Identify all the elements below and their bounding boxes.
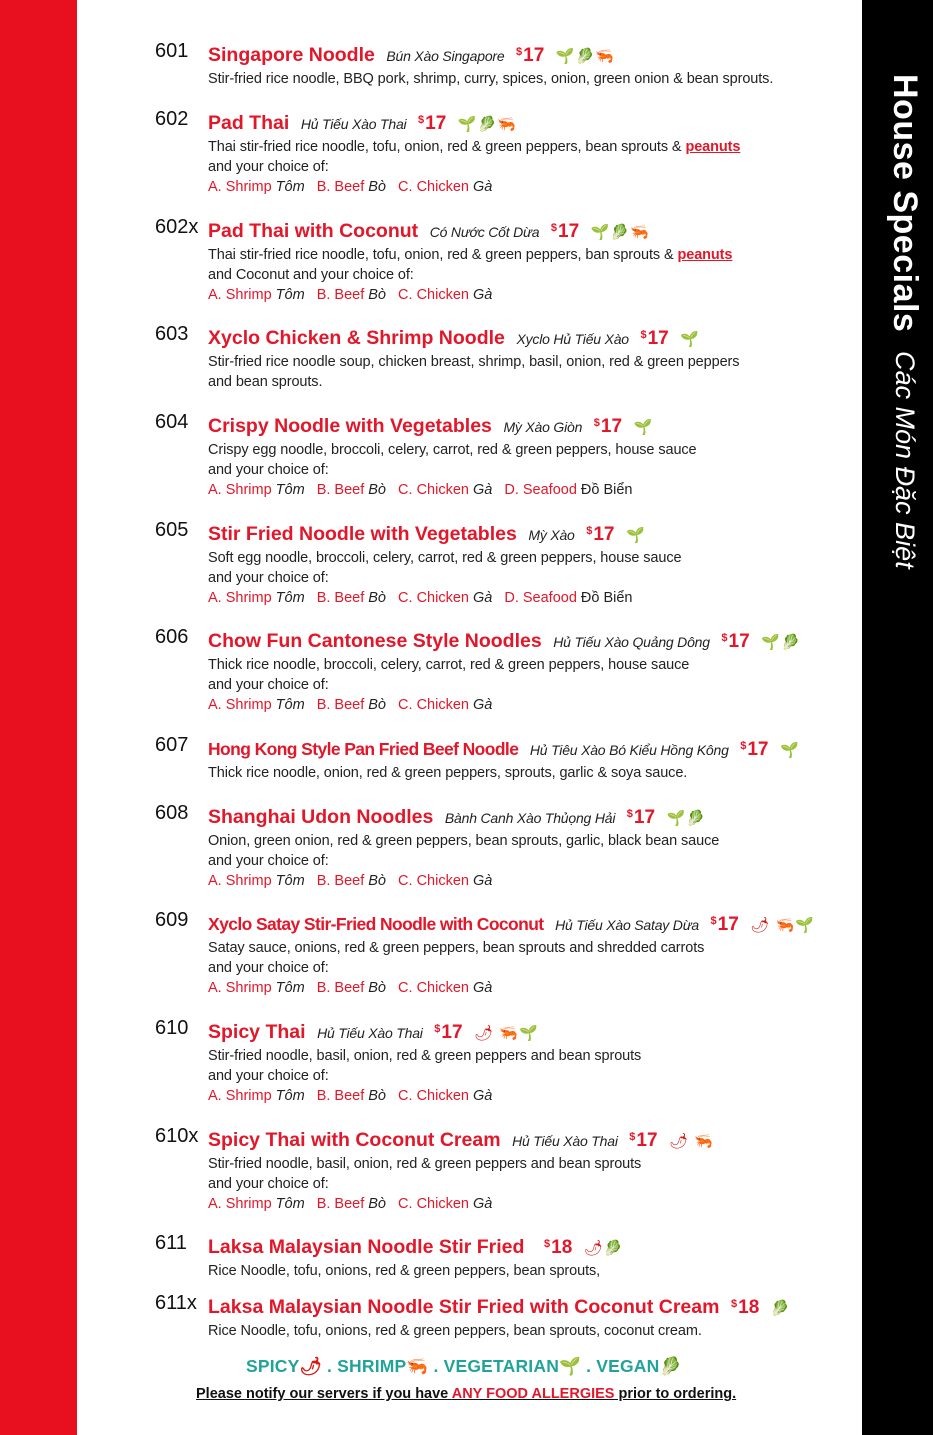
item-number: 602x xyxy=(155,216,199,238)
section-title-english: House Specials xyxy=(886,74,924,333)
legend-vegetarian: . VEGETARIAN xyxy=(433,1356,560,1376)
item-description: Thai stir-fried rice noodle, tofu, onion, red & green peppers, ban sprouts & peanuts xyxy=(208,247,733,263)
leaf-icon: 🥬 xyxy=(686,810,706,827)
item-name-vietnamese: Xyclo Hủ Tiếu Xào xyxy=(516,331,629,347)
item-price: $18 xyxy=(544,1237,573,1258)
item-number: 610x xyxy=(155,1125,199,1147)
chili-pepper-icon: 🌶 xyxy=(583,1240,604,1257)
item-number: 601 xyxy=(155,40,189,62)
chili-pepper-icon: 🌶 xyxy=(474,1025,495,1042)
item-description: Satay sauce, onions, red & green peppers, bean sprouts and shredded carrots xyxy=(208,940,705,956)
item-name: Singapore Noodle xyxy=(208,44,375,66)
item-name: Laksa Malaysian Noodle Stir Fried xyxy=(208,1236,525,1258)
leaf-icon: 🥬 xyxy=(770,1300,791,1317)
protein-choices: A. Shrimp Tôm B. Beef Bò C. Chicken Gà xyxy=(208,287,493,303)
item-name: Hong Kong Style Pan Fried Beef Noodle xyxy=(208,739,519,759)
chili-pepper-icon: 🌶 xyxy=(750,917,771,934)
item-name-vietnamese: Hủ Tiếu Xào Thai xyxy=(300,116,407,132)
item-description-line2: and bean sprouts. xyxy=(208,374,323,390)
item-number: 611x xyxy=(155,1292,197,1314)
protein-choices: A. Shrimp Tôm B. Beef Bò C. Chicken Gà xyxy=(208,179,493,195)
item-description: Rice Noodle, tofu, onions, red & green peppers, bean sprouts, coconut cream. xyxy=(208,1323,702,1339)
item-description-line2: and your choice of: xyxy=(208,853,329,869)
item-name: Pad Thai with Coconut xyxy=(208,220,419,242)
shrimp-icon: 🦐 xyxy=(775,917,796,934)
shrimp-icon: 🦐 xyxy=(497,116,517,133)
leaf-icon: 🥬 xyxy=(780,634,801,651)
sprout-icon: 🌱 xyxy=(457,116,478,133)
item-name: Stir Fried Noodle with Vegetables xyxy=(208,523,517,545)
item-price: $17 xyxy=(516,45,545,66)
protein-choices: A. Shrimp Tôm B. Beef Bò C. Chicken Gà xyxy=(208,980,493,996)
shrimp-icon: 🦐 xyxy=(595,48,615,65)
item-name: Spicy Thai with Coconut Cream xyxy=(208,1129,501,1151)
item-price: $17 xyxy=(593,416,623,437)
item-price: $17 xyxy=(629,1130,658,1151)
item-description-line2: and your choice of: xyxy=(208,462,329,478)
item-name: Crispy Noodle with Vegetables xyxy=(208,415,492,437)
item-name: Xyclo Chicken & Shrimp Noodle xyxy=(208,327,505,349)
left-red-bar xyxy=(0,0,77,1435)
shrimp-icon: 🦐 xyxy=(499,1025,520,1042)
item-price: $17 xyxy=(640,328,669,349)
item-description-line2: and your choice of: xyxy=(208,159,329,175)
sprout-icon: 🌱 xyxy=(559,1356,582,1376)
sprout-icon: 🌱 xyxy=(680,331,700,348)
protein-choices: A. Shrimp Tôm B. Beef Bò C. Chicken Gà D. Seafood Đồ Biển xyxy=(208,590,633,606)
leaf-icon: 🥬 xyxy=(603,1240,624,1257)
item-price: $17 xyxy=(740,739,769,760)
item-description: Rice Noodle, tofu, onions, red & green peppers, bean sprouts, xyxy=(208,1263,601,1279)
sprout-icon: 🌱 xyxy=(519,1025,539,1042)
shrimp-icon: 🦐 xyxy=(406,1356,429,1376)
item-number: 609 xyxy=(155,909,189,931)
item-name-vietnamese: Hủ Tiếu Xào Quảng Dông xyxy=(553,634,710,650)
item-name-vietnamese: Hủ Tiếu Xào Satay Dừa xyxy=(555,917,699,933)
sprout-icon: 🌱 xyxy=(626,527,646,544)
item-name-vietnamese: Hủ Tiêu Xào Bó Kiểu Hồng Kông xyxy=(529,742,729,758)
legend-spicy: SPICY xyxy=(246,1356,300,1376)
leaf-icon: 🥬 xyxy=(610,224,631,241)
leaf-icon: 🥬 xyxy=(477,116,498,133)
item-price: $18 xyxy=(731,1297,760,1318)
section-title xyxy=(885,74,924,568)
legend-shrimp: . SHRIMP xyxy=(327,1356,407,1376)
protein-choices: A. Shrimp Tôm B. Beef Bò C. Chicken Gà D. Seafood Đồ Biển xyxy=(208,482,633,498)
protein-choices: A. Shrimp Tôm B. Beef Bò C. Chicken Gà xyxy=(208,1196,493,1212)
leaf-icon: 🥬 xyxy=(659,1356,682,1376)
item-number: 608 xyxy=(155,802,189,824)
dietary-legend xyxy=(246,1356,681,1377)
item-price: $17 xyxy=(434,1022,463,1043)
item-description-line2: and your choice of: xyxy=(208,1068,329,1084)
legend-vegan: . VEGAN xyxy=(586,1356,660,1376)
item-name-vietnamese: Mỳ Xào Giòn xyxy=(503,419,583,435)
item-name: Laksa Malaysian Noodle Stir Fried with Coconut Cream xyxy=(208,1296,720,1318)
item-price: $17 xyxy=(550,221,580,242)
item-description-line2: and your choice of: xyxy=(208,570,329,586)
sprout-icon: 🌱 xyxy=(555,48,576,65)
section-title-vietnamese: Các Món Đặc Biệt xyxy=(890,350,920,569)
item-number: 602 xyxy=(155,108,189,130)
item-name: Pad Thai xyxy=(208,112,290,134)
allergy-notice: Please notify our servers if you have ANY FOOD ALLERGIES prior to ordering. xyxy=(196,1386,737,1402)
shrimp-icon: 🦐 xyxy=(694,1133,715,1150)
item-name-vietnamese: Hủ Tiếu Xào Thai xyxy=(512,1133,618,1149)
sprout-icon: 🌱 xyxy=(795,917,815,934)
item-name: Spicy Thai xyxy=(208,1021,306,1043)
item-description: Crispy egg noodle, broccoli, celery, carrot, red & green peppers, house sauce xyxy=(208,442,697,458)
item-number: 610 xyxy=(155,1017,189,1039)
item-name-vietnamese: Bành Canh Xào Thủọng Hải xyxy=(444,810,616,826)
leaf-icon: 🥬 xyxy=(575,48,596,65)
protein-choices: A. Shrimp Tôm B. Beef Bò C. Chicken Gà xyxy=(208,697,493,713)
sprout-icon: 🌱 xyxy=(590,224,611,241)
item-number: 611 xyxy=(155,1232,187,1254)
sprout-icon: 🌱 xyxy=(780,742,800,759)
menu-list xyxy=(155,0,840,1435)
item-description: Thai stir-fried rice noodle, tofu, onion, red & green peppers, bean sprouts & peanuts xyxy=(208,139,741,155)
item-description: Soft egg noodle, broccoli, celery, carrot, red & green peppers, house sauce xyxy=(208,550,682,566)
item-description: Stir-fried rice noodle, BBQ pork, shrimp, curry, spices, onion, green onion & bean sprouts. xyxy=(208,71,774,87)
item-price: $17 xyxy=(586,524,615,545)
item-description-line2: and your choice of: xyxy=(208,960,329,976)
item-price: $17 xyxy=(626,807,656,828)
item-name: Shanghai Udon Noodles xyxy=(208,806,434,828)
item-name: Chow Fun Cantonese Style Noodles xyxy=(208,630,542,652)
peanuts-allergy-link: peanuts xyxy=(685,139,741,155)
chili-pepper-icon: 🌶 xyxy=(669,1133,690,1150)
item-description: Stir-fried noodle, basil, onion, red & green peppers and bean sprouts xyxy=(208,1048,642,1064)
peanuts-allergy-link: peanuts xyxy=(677,247,733,263)
item-name-vietnamese: Có Nước Cốt Dừa xyxy=(429,224,540,240)
sprout-icon: 🌱 xyxy=(666,810,687,827)
item-description: Thick rice noodle, broccoli, celery, carrot, red & green peppers, house sauce xyxy=(208,657,690,673)
item-description-line2: and Coconut and your choice of: xyxy=(208,267,414,283)
item-number: 606 xyxy=(155,626,189,648)
item-price: $17 xyxy=(418,113,447,134)
item-number: 605 xyxy=(155,519,189,541)
protein-choices: A. Shrimp Tôm B. Beef Bò C. Chicken Gà xyxy=(208,873,493,889)
item-number: 607 xyxy=(155,734,189,756)
sprout-icon: 🌱 xyxy=(761,634,781,651)
chili-pepper-icon: 🌶 xyxy=(299,1356,322,1376)
item-name-vietnamese: Bún Xào Singapore xyxy=(386,48,505,64)
item-name: Xyclo Satay Stir-Fried Noodle with Coconut xyxy=(208,914,544,934)
item-name-vietnamese: Hủ Tiếu Xào Thai xyxy=(317,1025,423,1041)
item-description: Thick rice noodle, onion, red & green peppers, sprouts, garlic & soya sauce. xyxy=(208,765,688,781)
item-price: $17 xyxy=(721,631,750,652)
item-name-vietnamese: Mỳ Xào xyxy=(528,527,575,543)
item-description: Stir-fried rice noodle soup, chicken breast, shrimp, basil, onion, red & green peppers xyxy=(208,354,740,370)
item-number: 603 xyxy=(155,323,189,345)
item-description-line2: and your choice of: xyxy=(208,1176,329,1192)
item-number: 604 xyxy=(155,411,189,433)
protein-choices: A. Shrimp Tôm B. Beef Bò C. Chicken Gà xyxy=(208,1088,493,1104)
item-description: Onion, green onion, red & green peppers, bean sprouts, garlic, black bean sauce xyxy=(208,833,720,849)
item-description-line2: and your choice of: xyxy=(208,677,329,693)
sprout-icon: 🌱 xyxy=(633,419,654,436)
item-price: $17 xyxy=(710,914,739,935)
shrimp-icon: 🦐 xyxy=(630,224,650,241)
item-description: Stir-fried noodle, basil, onion, red & green peppers and bean sprouts xyxy=(208,1156,642,1172)
